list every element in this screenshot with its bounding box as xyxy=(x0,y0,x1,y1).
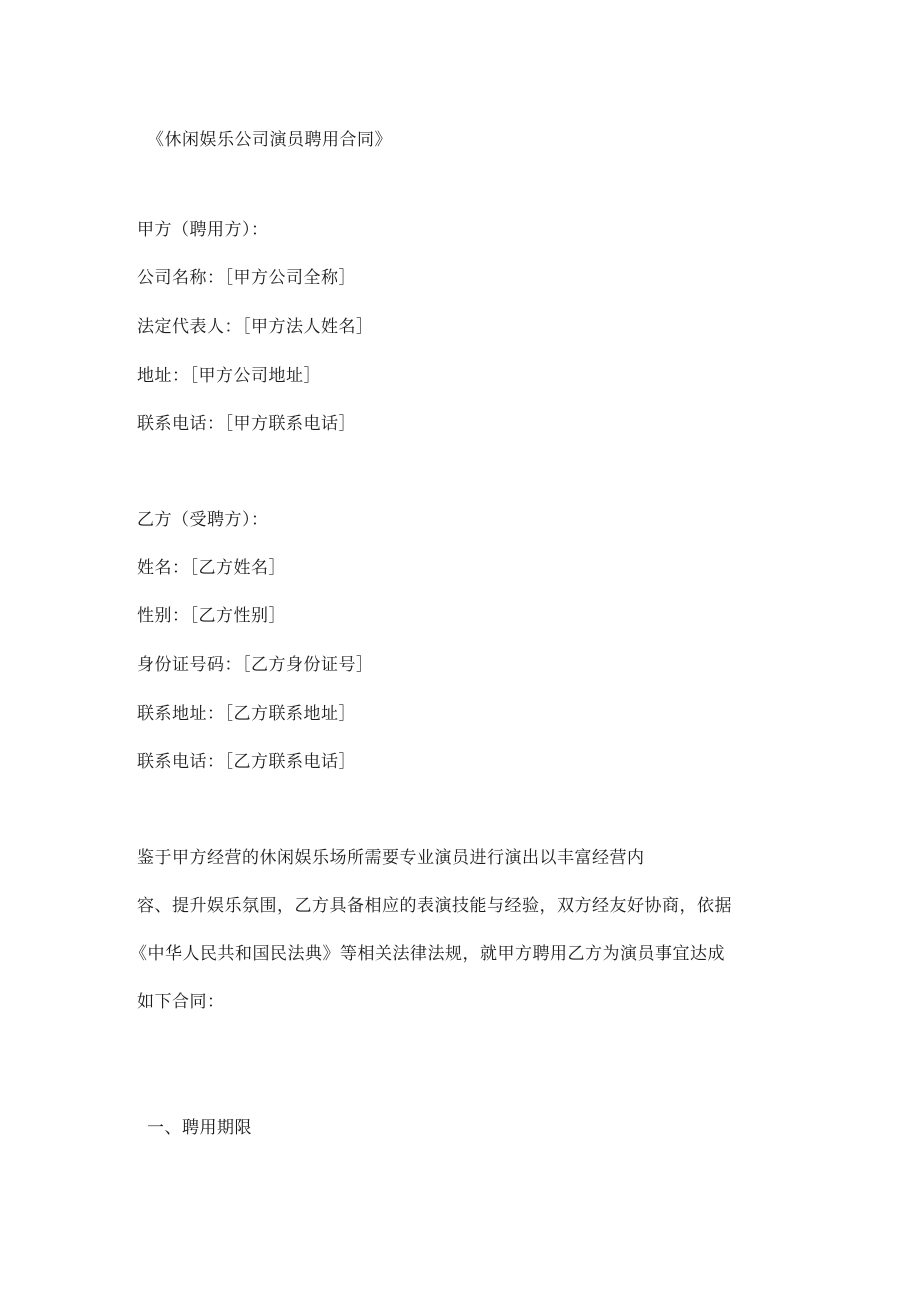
party-a-address: 地址：［甲方公司地址］ xyxy=(137,366,321,386)
preamble-line: 《中华人民共和国民法典》等相关法律法规，就甲方聘用乙方为演员事宜达成 xyxy=(130,944,725,964)
preamble-line: 鉴于甲方经营的休闲娱乐场所需要专业演员进行演出以丰富经营内 xyxy=(137,848,645,868)
party-a-heading: 甲方（聘用方）： xyxy=(137,220,269,240)
party-b-name: 姓名：［乙方姓名］ xyxy=(137,558,286,578)
document-title: 《休闲娱乐公司演员聘用合同》 xyxy=(147,130,392,150)
party-b-gender: 性别：［乙方性别］ xyxy=(137,606,286,626)
party-b-id-number: 身份证号码：［乙方身份证号］ xyxy=(137,655,374,675)
preamble-line: 如下合同： xyxy=(137,992,225,1012)
party-b-heading: 乙方（受聘方）： xyxy=(137,510,269,530)
party-b-address: 联系地址：［乙方联系地址］ xyxy=(137,704,356,724)
party-a-company-name: 公司名称：［甲方公司全称］ xyxy=(137,268,356,288)
party-a-legal-representative: 法定代表人：［甲方法人姓名］ xyxy=(137,317,374,337)
party-b-phone: 联系电话：［乙方联系电话］ xyxy=(137,752,356,772)
section-heading-employment-term: 一、聘用期限 xyxy=(147,1118,252,1138)
party-a-phone: 联系电话：［甲方联系电话］ xyxy=(137,414,356,434)
preamble-line: 容、提升娱乐氛围，乙方具备相应的表演技能与经验，双方经友好协商，依据 xyxy=(137,896,732,916)
